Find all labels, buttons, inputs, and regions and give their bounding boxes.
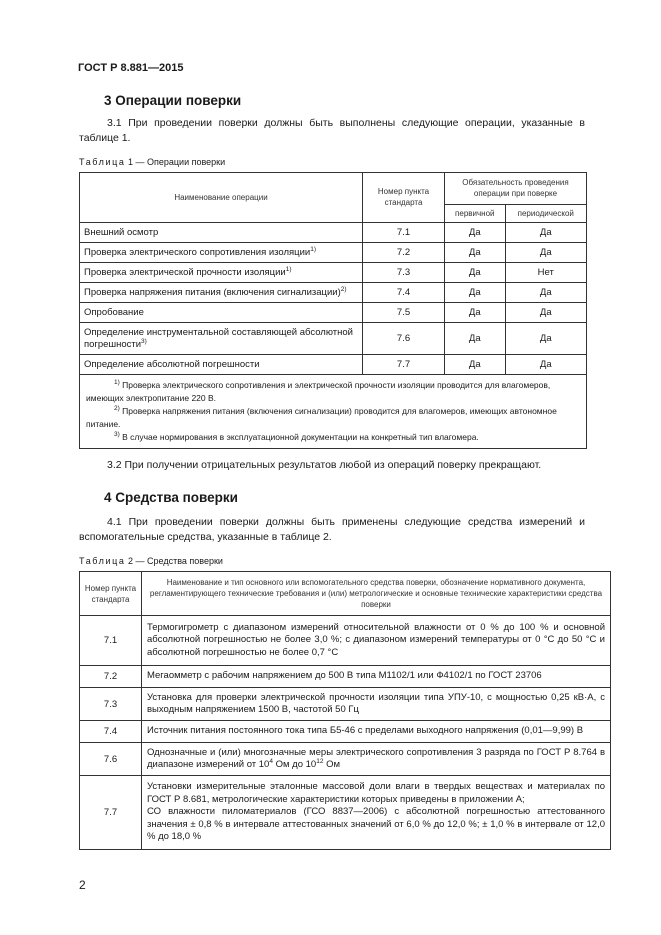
footnote-1: $^{1)}$ Проверка электрического сопротивления и электрической прочности изоляции проводится для влагомеров, имеющих электропитание 220 В. bbox=[86, 379, 551, 403]
instrument-num: 7.1 bbox=[80, 616, 142, 666]
instrument-desc-part-1: Установки измерительные эталонные массовой доли влаги в твердых веществах и материалах по ГОСТ Р 8.681, метрологические характеристики которых приведены в приложении А; bbox=[147, 781, 605, 805]
op-periodic: Да bbox=[505, 223, 586, 243]
op-num: 7.2 bbox=[363, 243, 445, 263]
table-notes bbox=[80, 375, 587, 449]
table-1-caption bbox=[79, 157, 225, 167]
op-first: Да bbox=[445, 223, 506, 243]
op-name: Внешний осмотр bbox=[80, 223, 363, 243]
op-num: 7.4 bbox=[363, 283, 445, 303]
instrument-desc: Термогигрометр с диапазоном измерений относительной влажности от 0 % до 100 % и основной абсолютной погрешностью не более 3,0 %; с диапазоном измерений температуры от 0 °С до 50 °С и абсолютной погрешностью не более 0,7 °С bbox=[142, 616, 611, 666]
instrument-desc: Мегаомметр с рабочим напряжением до 500 В типа М1102/1 или Ф4102/1 по ГОСТ 23706 bbox=[142, 666, 611, 688]
th-initial: первичной bbox=[445, 205, 506, 223]
op-name: Определение инструментальной составляющей абсолютной погрешности$^{3)}$ bbox=[80, 323, 363, 355]
op-name: Опробование bbox=[80, 303, 363, 323]
instrument-num: 7.7 bbox=[80, 776, 142, 850]
caption-prefix: Таблица bbox=[79, 556, 126, 566]
op-num: 7.5 bbox=[363, 303, 445, 323]
th-periodic: периодической bbox=[505, 205, 586, 223]
section-4-title: 4 Средства поверки bbox=[104, 490, 238, 505]
op-first: Да bbox=[445, 243, 506, 263]
instrument-num: 7.4 bbox=[80, 721, 142, 743]
op-num: 7.1 bbox=[363, 223, 445, 243]
page-number: 2 bbox=[79, 878, 86, 892]
op-first: Да bbox=[445, 323, 506, 355]
op-name: Проверка напряжения питания (включения сигнализации)$^{2)}$ bbox=[80, 283, 363, 303]
op-periodic: Да bbox=[505, 355, 586, 375]
op-first: Да bbox=[445, 283, 506, 303]
op-name: Определение абсолютной погрешности bbox=[80, 355, 363, 375]
op-name: Проверка электрической прочности изоляции$^{1)}$ bbox=[80, 263, 363, 283]
table-row bbox=[80, 263, 587, 283]
table-row bbox=[80, 666, 611, 688]
section-3-title: 3 Операции поверки bbox=[104, 93, 242, 108]
op-periodic: Да bbox=[505, 323, 586, 355]
table-row bbox=[80, 223, 587, 243]
footnote-2: $^{2)}$ Проверка напряжения питания (включения сигнализации) проводится для влагомеров, имеющих автономное питание. bbox=[86, 405, 557, 429]
th-clause-number: Номер пункта стандарта bbox=[80, 572, 142, 616]
caption-prefix: Таблица bbox=[79, 157, 126, 167]
paragraph-3-2: 3.2 При получении отрицательных результатов любой из операций поверку прекращают. bbox=[107, 459, 542, 471]
paragraph-4-1: 4.1 При проведении поверки должны быть применены следующие средства измерений и вспомогательные средства, указанные в таблице 2. bbox=[79, 516, 585, 543]
table-row bbox=[80, 283, 587, 303]
instrument-desc bbox=[142, 776, 611, 850]
op-periodic: Да bbox=[505, 283, 586, 303]
instrument-desc-part-2: СО влажности пиломатериалов (ГСО 8837—2006) с абсолютной погрешностью аттестованного значения ± 0,8 % в интервале аттестованных значений от 6,0 % до 12,0 %; ± 1,0 % в интервале от 12,0 % до 18,0 % bbox=[147, 806, 605, 843]
table-row bbox=[80, 688, 611, 721]
instrument-num: 7.2 bbox=[80, 666, 142, 688]
op-periodic: Да bbox=[505, 243, 586, 263]
op-num: 7.6 bbox=[363, 323, 445, 355]
table-row bbox=[80, 776, 611, 850]
instrument-num: 7.3 bbox=[80, 688, 142, 721]
table-instruments bbox=[79, 571, 611, 850]
instrument-desc: Однозначные и (или) многозначные меры электрического сопротивления 3 разряда по ГОСТ Р 8.764 в диапазоне измерений от $10^4$ Ом до $10^{12}$ Ом bbox=[142, 743, 611, 776]
table-row bbox=[80, 721, 611, 743]
paragraph-3-1: 3.1 При проведении поверки должны быть выполнены следующие операции, указанные в таблице 1. bbox=[79, 117, 585, 144]
op-periodic: Да bbox=[505, 303, 586, 323]
th-clause-number: Номер пункта стандарта bbox=[363, 173, 445, 223]
op-first: Да bbox=[445, 263, 506, 283]
table-row bbox=[80, 243, 587, 263]
th-requirement: Обязательность проведения операции при поверке bbox=[445, 173, 587, 205]
table-row bbox=[80, 355, 587, 375]
table-operations bbox=[79, 172, 587, 449]
footnote-3: $^{3)}$ В случае нормирования в эксплуатационной документации на конкретный тип влагомера. bbox=[114, 431, 479, 442]
op-num: 7.3 bbox=[363, 263, 445, 283]
th-operation-name: Наименование операции bbox=[80, 173, 363, 223]
op-periodic: Нет bbox=[505, 263, 586, 283]
table-row bbox=[80, 323, 587, 355]
instrument-desc: Источник питания постоянного тока типа Б5-46 с пределами выходного напряжения (0,01—9,99) В bbox=[142, 721, 611, 743]
op-first: Да bbox=[445, 303, 506, 323]
table-row bbox=[80, 303, 587, 323]
table-row bbox=[80, 616, 611, 666]
instrument-desc: Установка для проверки электрической прочности изоляции типа УПУ-10, с мощностью 0,25 кВ·А, с выходным напряжением 1500 В, частотой 50 Гц bbox=[142, 688, 611, 721]
op-name: Проверка электрического сопротивления изоляции$^{1)}$ bbox=[80, 243, 363, 263]
instrument-num: 7.6 bbox=[80, 743, 142, 776]
table-2-caption bbox=[79, 556, 223, 566]
op-first: Да bbox=[445, 355, 506, 375]
caption-rest: 2 — Средства поверки bbox=[125, 556, 223, 566]
th-instrument-description: Наименование и тип основного или вспомогательного средства поверки, обозначение нормативного документа, регламентирующего технические требования и (или) метрологические и основные технические характеристики средства поверки bbox=[142, 572, 611, 616]
document-header: ГОСТ Р 8.881—2015 bbox=[78, 62, 184, 74]
caption-rest: 1 — Операции поверки bbox=[125, 157, 226, 167]
table-row bbox=[80, 743, 611, 776]
op-num: 7.7 bbox=[363, 355, 445, 375]
